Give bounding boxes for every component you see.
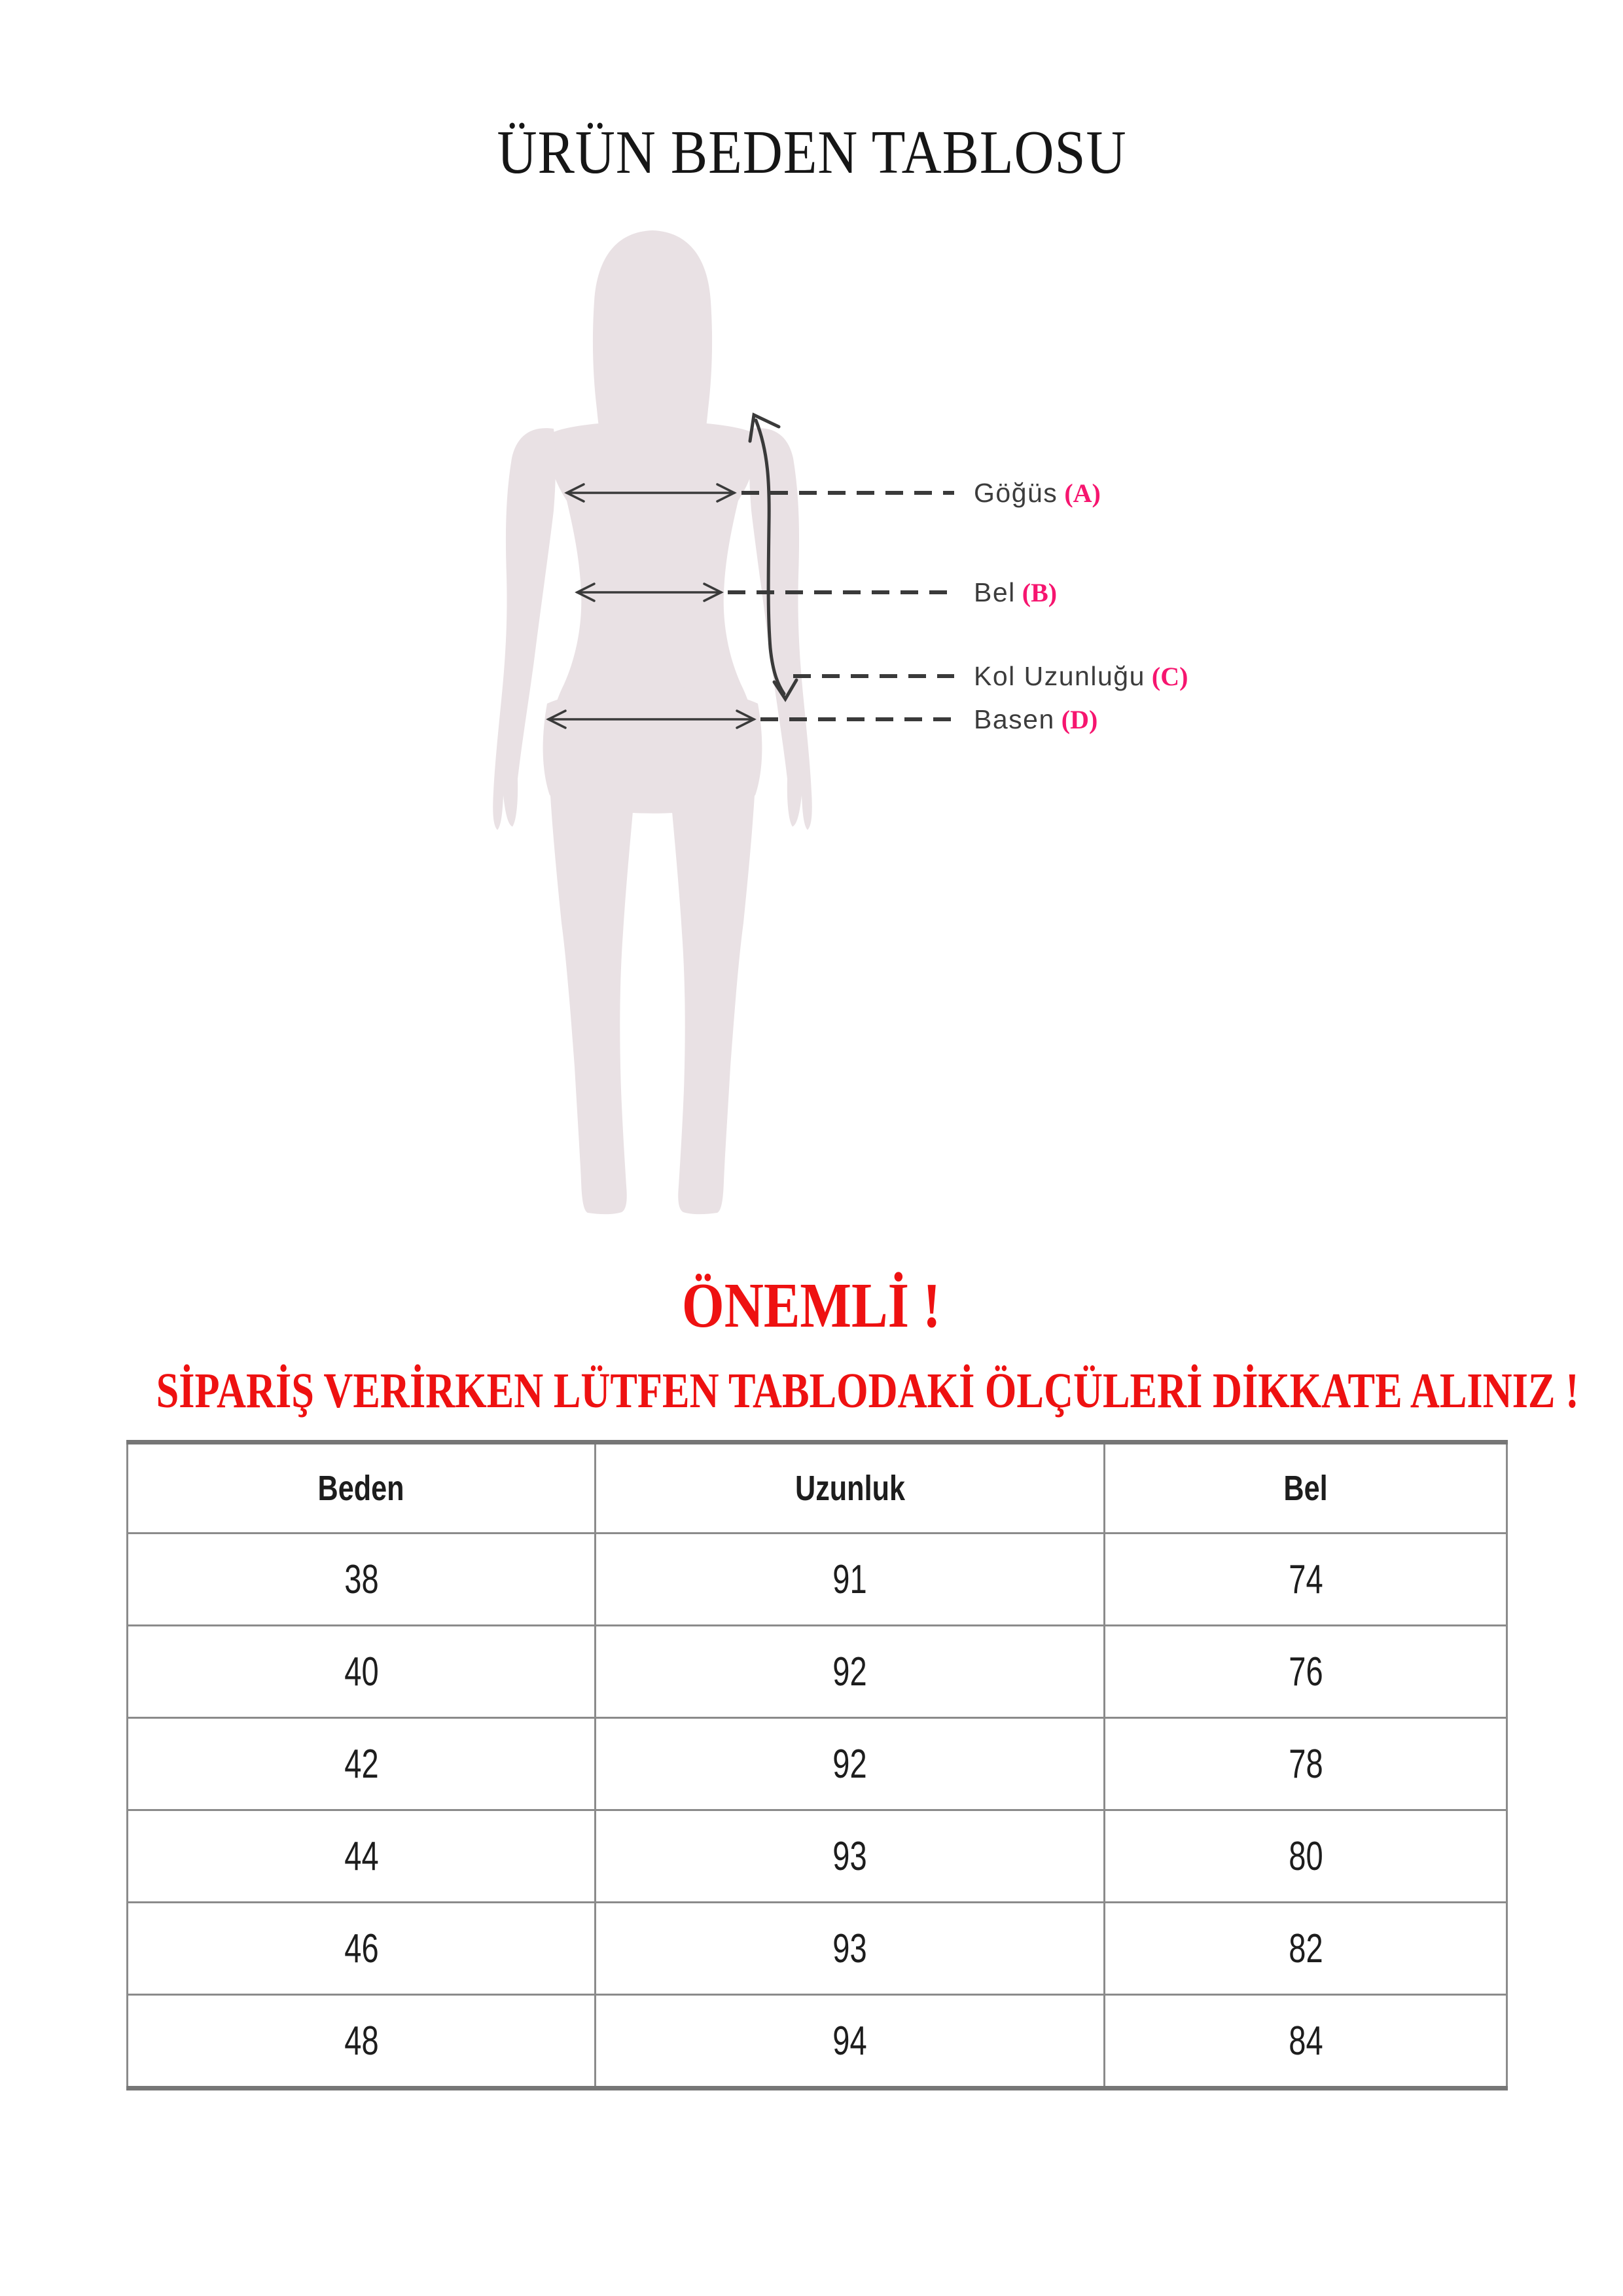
size-cell: 40 <box>128 1626 596 1718</box>
size-cell: 38 <box>128 1534 596 1626</box>
waist-cell: 82 <box>1105 1903 1507 1995</box>
measure-label-hip <box>974 702 1097 737</box>
length-cell: 93 <box>596 1903 1105 1995</box>
measure-label-waist-code: (B) <box>1022 577 1058 607</box>
table-row <box>128 1903 1507 1995</box>
measure-label-chest-text: Göğüs <box>974 477 1058 508</box>
page-title <box>0 120 1623 185</box>
table-row <box>128 1534 1507 1626</box>
measure-label-arm-length-text: Kol Uzunluğu <box>974 660 1145 691</box>
column-header-length: Uzunluk <box>596 1443 1105 1534</box>
waist-cell: 74 <box>1105 1534 1507 1626</box>
measure-label-chest <box>974 475 1101 511</box>
measure-label-waist-text: Bel <box>974 577 1016 607</box>
measure-label-waist <box>974 575 1057 610</box>
table-row <box>128 1626 1507 1718</box>
waist-cell: 80 <box>1105 1810 1507 1903</box>
size-table-header-row <box>128 1443 1507 1534</box>
measure-label-arm-length <box>974 658 1188 694</box>
length-cell: 91 <box>596 1534 1105 1626</box>
page-title-text: ÜRÜN BEDEN TABLOSU <box>496 118 1126 187</box>
waist-cell: 78 <box>1105 1718 1507 1810</box>
size-cell: 48 <box>128 1995 596 2089</box>
length-cell: 92 <box>596 1626 1105 1718</box>
size-cell: 42 <box>128 1718 596 1810</box>
table-row <box>128 1995 1507 2089</box>
length-cell: 92 <box>596 1718 1105 1810</box>
length-cell: 93 <box>596 1810 1105 1903</box>
waist-cell: 84 <box>1105 1995 1507 2089</box>
size-cell: 44 <box>128 1810 596 1903</box>
length-cell: 94 <box>596 1995 1105 2089</box>
important-heading-text: ÖNEMLİ ! <box>682 1270 941 1341</box>
measure-label-chest-code: (A) <box>1064 478 1101 508</box>
size-table <box>126 1440 1508 2090</box>
important-heading <box>0 1272 1623 1340</box>
warning-text-content: SİPARİŞ VERİRKEN LÜTFEN TABLODAKİ ÖLÇÜLERİ DİKKATE ALINIZ ! <box>156 1363 1579 1418</box>
size-cell: 46 <box>128 1903 596 1995</box>
waist-cell: 76 <box>1105 1626 1507 1718</box>
table-row <box>128 1810 1507 1903</box>
column-header-size: Beden <box>128 1443 596 1534</box>
body-measurement-diagram <box>458 216 969 1244</box>
warning-text <box>0 1365 1623 1418</box>
measure-label-hip-code: (D) <box>1061 704 1098 734</box>
measure-label-hip-text: Basen <box>974 704 1055 734</box>
column-header-waist: Bel <box>1105 1443 1507 1534</box>
measure-label-arm-length-code: (C) <box>1151 661 1188 691</box>
female-body-silhouette <box>493 230 812 1214</box>
table-row <box>128 1718 1507 1810</box>
